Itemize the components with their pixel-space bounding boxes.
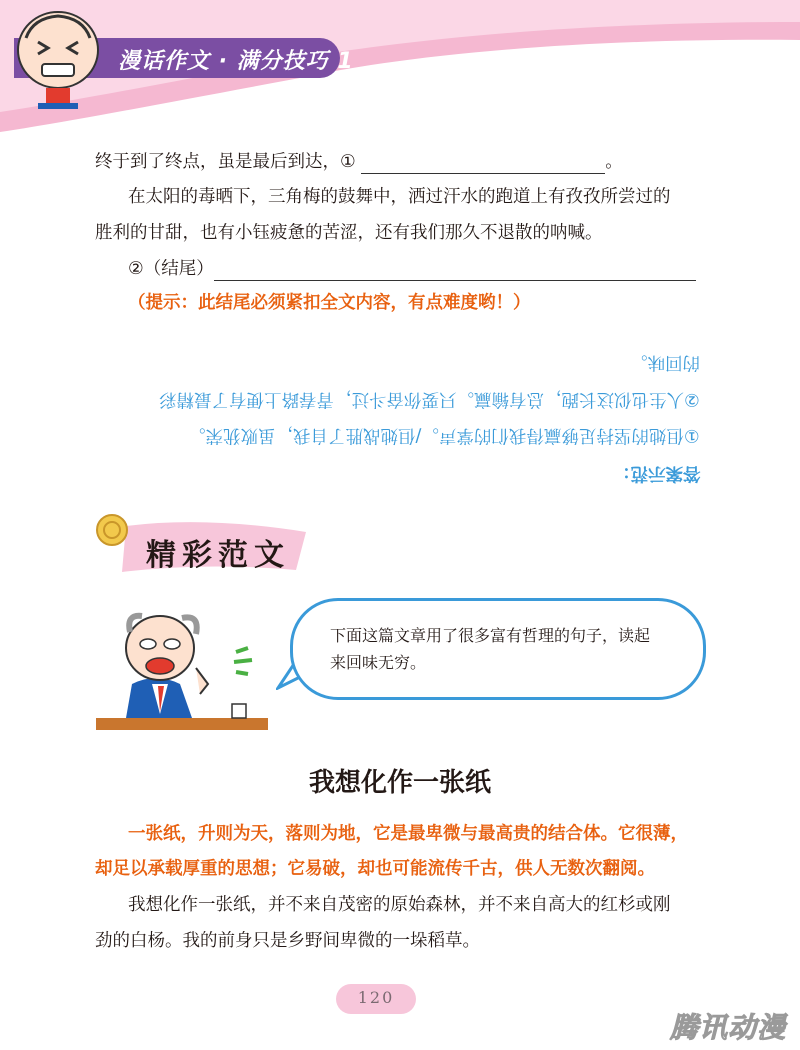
answer-line-3: 的回味。 [630, 352, 700, 372]
hint-text: （提示：此结尾必须紧扣全文内容，有点难度哟！） [128, 293, 531, 313]
answer-line-2: ②人生也似这长跑，总有输赢。只要你奋斗过，青春路上便有了最精彩 [159, 389, 700, 409]
essay-intro-line-2: 却足以承载厚重的思想；它易破，却也可能流传千古，供人无数次翻阅。 [95, 859, 655, 879]
watermark-logo: 腾讯动漫 [669, 1011, 786, 1044]
teacher-illustration-icon [96, 604, 276, 732]
body-line-2: 在太阳的毒晒下，三角梅的鼓舞中，洒过汗水的跑道上有孜孜所尝过的 [128, 187, 671, 207]
header-title: 漫话作文 · 满分技巧 1 [118, 49, 354, 74]
essay-para-line-1: 我想化作一张纸，并不来自茂密的原始森林，并不来自高大的红杉或刚 [128, 895, 671, 915]
section-title: 精彩范文 [146, 538, 290, 573]
body-line-3: 胜利的甘甜，也有小钰疲惫的苦涩，还有我们那久不退散的呐喊。 [95, 223, 603, 243]
speech-bubble-text: 下面这篇文章用了很多富有哲理的句子，读起来回味无穷。 [330, 626, 651, 672]
mascot-icon [8, 8, 108, 113]
answer-blank-2[interactable] [214, 280, 696, 281]
essay-para-line-2: 劲的白杨。我的前身只是乡野间卑微的一垛稻草。 [95, 931, 480, 951]
page-number: 120 [357, 988, 395, 1007]
essay-intro-line-1: 一张纸，升则为天，落则为地，它是最卑微与最高贵的结合体。它很薄， [128, 824, 688, 844]
essay-title: 我想化作一张纸 [308, 768, 491, 798]
answer-title: 答案示范： [612, 463, 700, 483]
body-line-4: ②（结尾） [128, 257, 696, 281]
answer-blank-1[interactable] [361, 173, 605, 174]
answer-line-1: ①但她的坚持足够赢得我们的掌声。/但她战胜了自我，虽败犹荣。 [188, 425, 700, 445]
marker-1: ① [340, 152, 356, 172]
body-line-1: 终于到了终点，虽是最后到达，① 。 [95, 152, 623, 172]
